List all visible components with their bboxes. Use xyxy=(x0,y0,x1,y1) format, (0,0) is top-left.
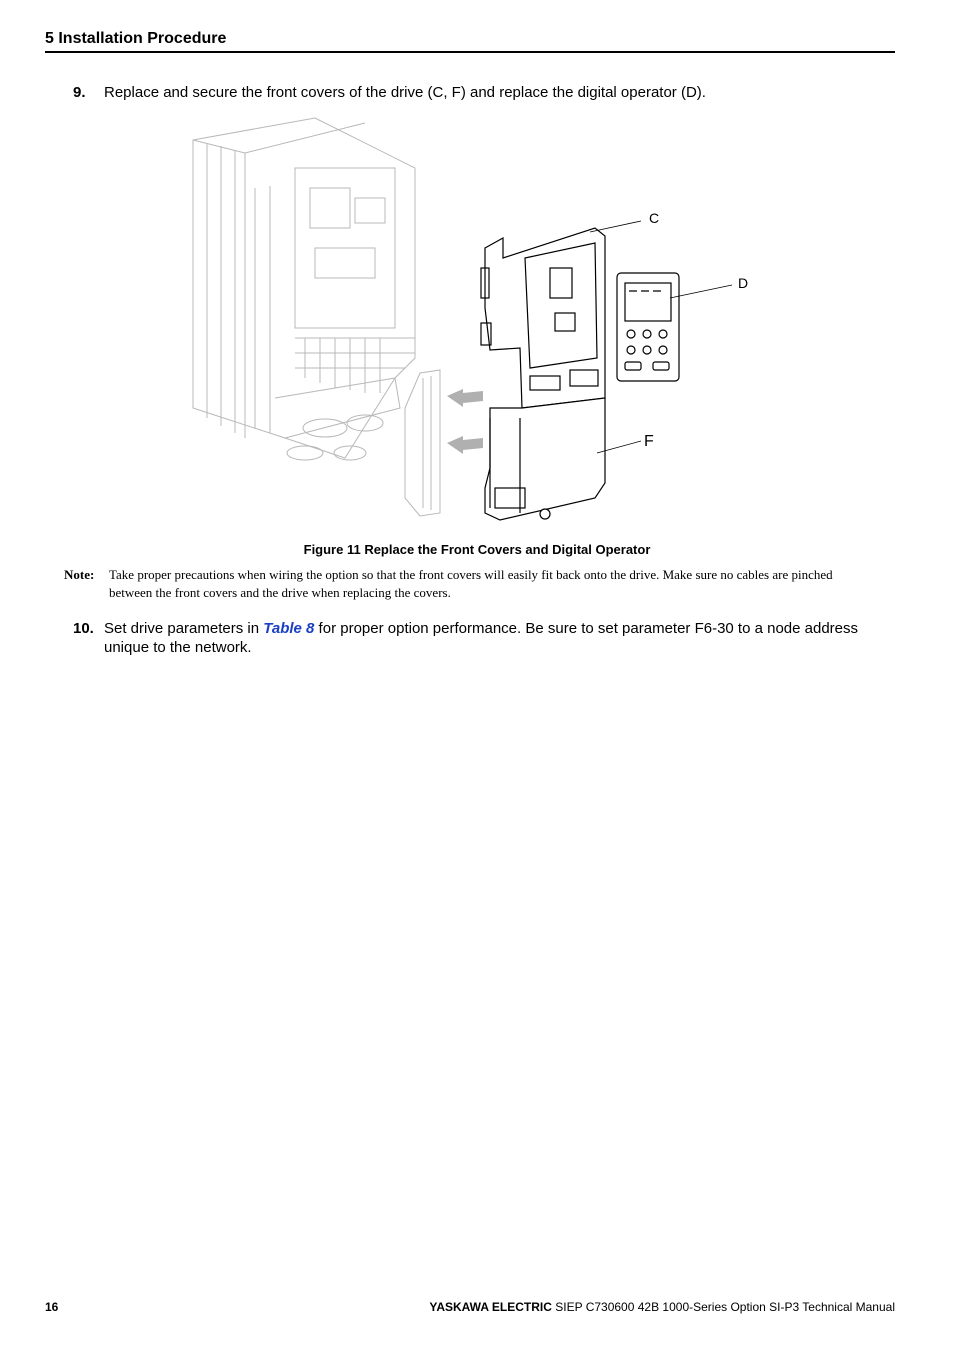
drive-cover-drawing xyxy=(185,108,765,540)
section-title: 5 Installation Procedure xyxy=(45,30,227,47)
drive-body-gray xyxy=(193,118,440,516)
arrow-icons xyxy=(447,389,483,454)
table-8-link[interactable]: Table 8 xyxy=(263,620,315,637)
step-number: 10. xyxy=(73,620,94,637)
step-text-before: Set drive parameters in xyxy=(104,620,264,637)
callout-f-label: F xyxy=(644,433,654,450)
note-label: Note: xyxy=(64,567,95,582)
section-header xyxy=(45,29,895,53)
footer-manual-title xyxy=(429,1300,895,1314)
callout-d-label: D xyxy=(738,275,749,291)
step-text: Replace and secure the front covers of the drive (C, F) and replace the digital operator (D). xyxy=(104,84,706,101)
page-number: 16 xyxy=(45,1300,59,1314)
operator-display xyxy=(625,283,671,321)
step-text xyxy=(104,619,864,657)
note-text: Take proper precautions when wiring the option so that the front covers will easily fit back onto the drive. Make sure no cables are pinched between the front covers and the drive when replacing the covers. xyxy=(109,567,833,600)
step-text-after: for proper option performance. Be sure to set parameter F6-30 to a node address unique to the network. xyxy=(104,620,859,656)
figure-11-illustration xyxy=(185,108,765,540)
footer-brand: YASKAWA ELECTRIC xyxy=(429,1300,552,1314)
step-number: 9. xyxy=(73,84,86,101)
footer-manual: SIEP C730600 42B 1000-Series Option SI-P3 Technical Manual xyxy=(551,1300,895,1314)
left-arrow-icon xyxy=(447,389,483,407)
front-covers xyxy=(481,228,605,520)
callout-c-label: C xyxy=(649,210,660,226)
front-cover-c xyxy=(485,228,605,408)
front-cover-f xyxy=(485,398,605,520)
digital-operator xyxy=(617,273,679,381)
left-arrow-icon xyxy=(447,436,483,454)
figure-caption: Figure 11 Replace the Front Covers and Digital Operator xyxy=(303,542,651,557)
